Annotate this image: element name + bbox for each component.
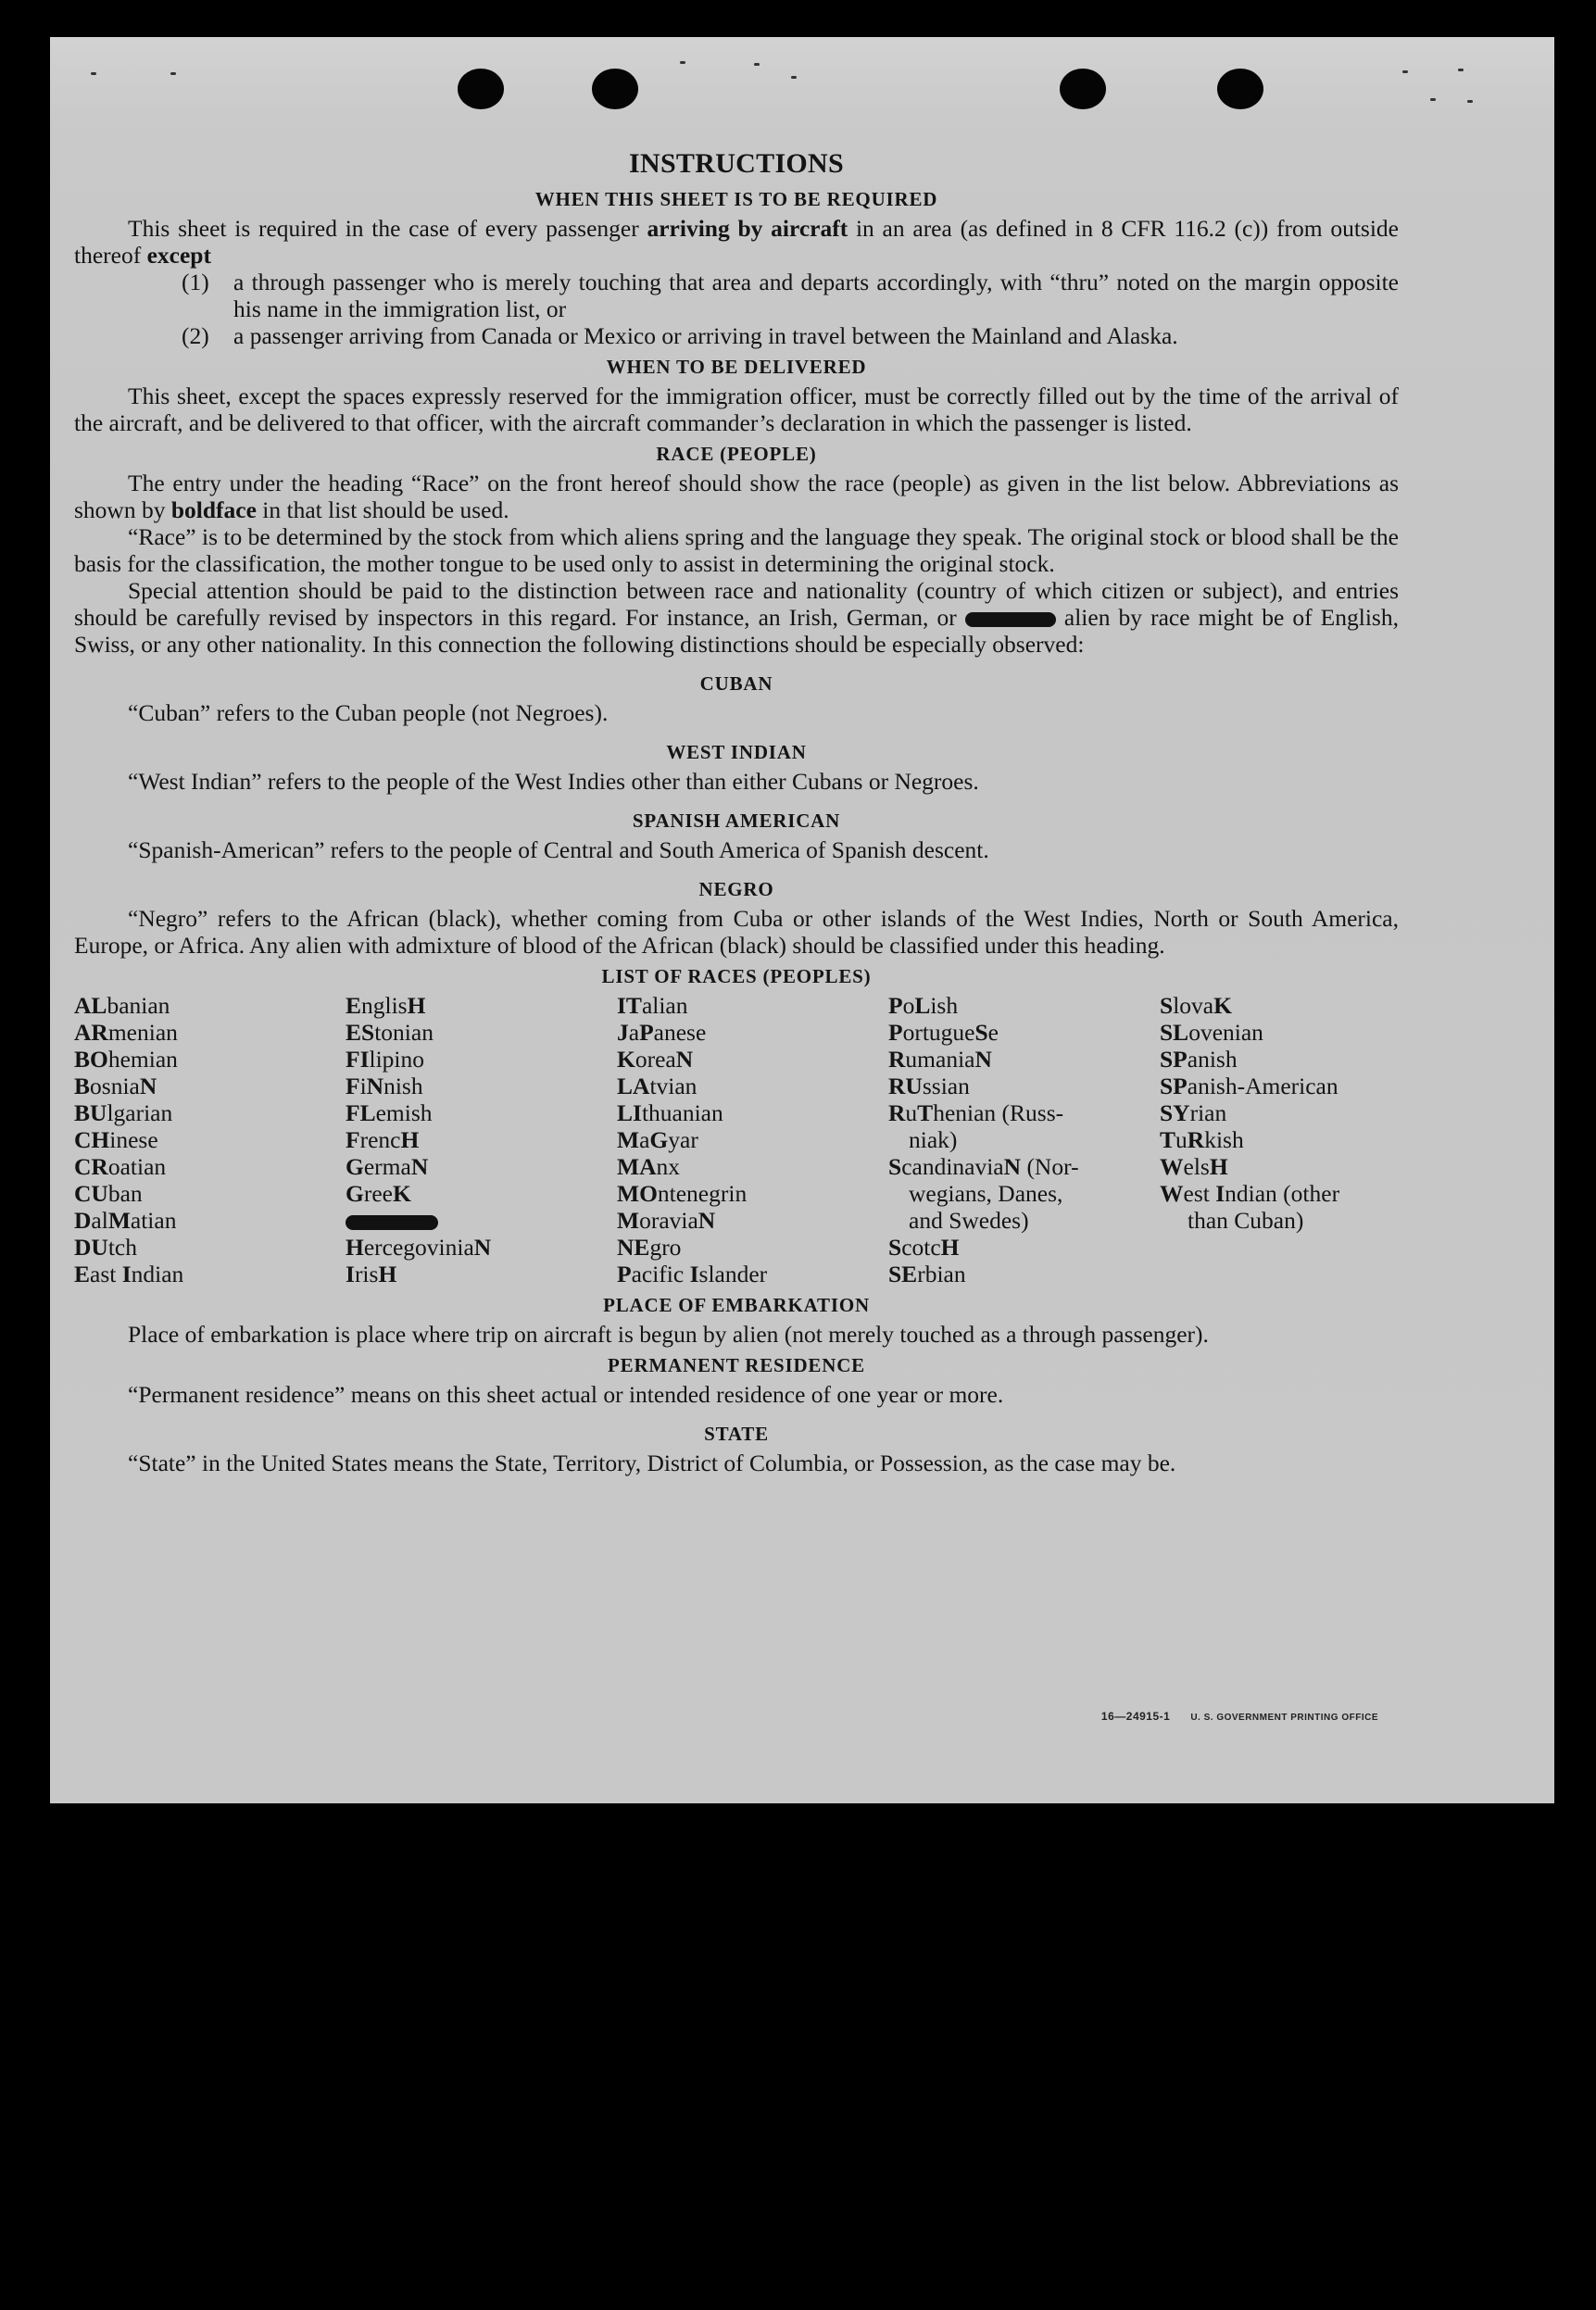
abbreviation-letters: N [410,1153,429,1180]
abbreviation-letters: H [1209,1153,1228,1180]
paragraph-race-1 [74,470,1399,523]
race-text: u [1175,1126,1188,1153]
race-entry [1160,1207,1401,1234]
race-entry [346,1046,617,1073]
race-entry [617,1099,888,1126]
paragraph-spanish-american: “Spanish-American” refers to the people of Central and South America of Spanish descent. [128,836,989,863]
race-text: candinavia [901,1153,1004,1180]
abbreviation-letters: N [675,1046,694,1073]
abbreviation-letters: H [378,1261,397,1287]
race-text: niak) [909,1126,958,1153]
race-text: banian [107,992,170,1019]
abbreviation-letters: S [888,1234,902,1261]
abbreviation-letters: W [1160,1180,1184,1207]
ink-speck [1430,98,1436,101]
abbreviation-letters: CH [74,1126,110,1153]
race-text: e [987,1019,999,1046]
race-entry [346,1261,617,1287]
abbreviation-letters: I [689,1261,699,1287]
section-heading-race: RACE (PEOPLE) [656,443,817,465]
abbreviation-letters: FL [346,1099,376,1126]
race-text: anish-American [1187,1073,1338,1099]
abbreviation-letters: W [1160,1153,1184,1180]
section-heading-spanish-american: SPANISH AMERICAN [632,810,841,832]
section-heading-state: STATE [704,1423,769,1445]
text-run-bold: boldface [170,496,257,523]
abbreviation-letters: E [346,992,362,1019]
form-code: 16—24915-1 [1100,1710,1171,1723]
abbreviation-letters: SL [1160,1019,1189,1046]
abbreviation-letters: R [1187,1126,1205,1153]
abbreviation-letters: IT [617,992,642,1019]
race-entry [1160,1099,1401,1126]
race-entry [617,1073,888,1099]
race-entry [888,1153,1160,1180]
abbreviation-letters: H [400,1126,420,1153]
ink-speck [1402,70,1408,73]
race-text: ban [107,1180,143,1207]
form-number [1101,1710,1378,1723]
abbreviation-letters: P [888,1019,903,1046]
race-text: ndian (other [1225,1180,1340,1207]
race-entry [888,1180,1160,1207]
abbreviation-letters: I [1215,1180,1225,1207]
race-text: al [91,1207,108,1234]
text-run: in that list should be used. [262,496,509,523]
race-text: i [359,1073,367,1099]
race-text: ris [354,1261,379,1287]
race-entry [617,1019,888,1046]
race-text: a [639,1126,650,1153]
race-entry [74,1046,346,1073]
race-entry [888,1019,1160,1046]
race-text: ast [90,1261,122,1287]
race-text: ree [363,1180,393,1207]
punch-hole [1060,69,1106,109]
race-entry [346,1019,617,1046]
race-entry [617,1153,888,1180]
race-text: umania [905,1046,975,1073]
race-text: ovenian [1188,1019,1263,1046]
race-text: anese [653,1019,707,1046]
abbreviation-letters: G [346,1180,364,1207]
race-text: ndian [131,1261,184,1287]
race-entry-redacted [346,1207,617,1234]
abbreviation-letters: M [107,1207,131,1234]
race-text: cotc [901,1234,941,1261]
race-entry [74,1261,346,1287]
abbreviation-letters: R [888,1099,906,1126]
printer-credit: U. S. GOVERNMENT PRINTING OFFICE [1190,1713,1378,1723]
abbreviation-letters: LI [617,1099,642,1126]
race-text: oatian [107,1153,167,1180]
instructions-content [74,146,1399,1476]
abbreviation-letters: H [346,1234,364,1261]
race-text: gro [649,1234,682,1261]
abbreviation-letters: MA [617,1153,657,1180]
text-run: Special attention should be paid to the distinction between race and nationality (country of which citizen or subject), and entries should be carefully revised by inspectors in this regard. For instance, an Irish, German, or [74,577,1399,631]
paragraph-race-3 [74,577,1399,658]
abbreviation-letters: I [121,1261,132,1287]
redaction-mark [346,1215,438,1230]
abbreviation-letters: BO [74,1046,108,1073]
race-text: o [902,992,915,1019]
race-entry [346,1180,617,1207]
paragraph-embarkation: Place of embarkation is place where trip on aircraft is begun by alien (not merely touched as a through passenger). [128,1321,1209,1348]
race-entry [346,1126,617,1153]
text-run: This sheet is required in the case of every passenger [128,215,639,242]
abbreviation-letters: M [617,1126,640,1153]
abbreviation-letters: AR [74,1019,108,1046]
section-heading-required: WHEN THIS SHEET IS TO BE REQUIRED [534,188,938,210]
abbreviation-letters: BU [74,1099,107,1126]
abbreviation-letters: L [914,992,931,1019]
abbreviation-letters: F [346,1126,360,1153]
race-text: kish [1204,1126,1244,1153]
race-column [617,992,888,1287]
abbreviation-letters: AL [74,992,107,1019]
abbreviation-letters: SE [888,1261,918,1287]
race-column [74,992,346,1287]
abbreviation-letters: DU [74,1234,108,1261]
race-entry [888,1234,1160,1261]
race-text: yar [668,1126,698,1153]
race-entry [74,1180,346,1207]
punch-hole [592,69,638,109]
text-run: The entry under the heading “Race” on the front hereof should show the race (people) as given in the list below. Abbreviations as shown by [74,470,1399,523]
text-run-bold: except [146,242,211,269]
race-text: slander [698,1261,768,1287]
race-text: nx [656,1153,680,1180]
abbreviation-letters: SP [1160,1046,1188,1073]
race-text: acific [631,1261,690,1287]
race-text: thuanian [641,1099,723,1126]
race-entry [1160,1046,1401,1073]
abbreviation-letters: RU [888,1073,923,1099]
race-entry [888,1261,1160,1287]
race-entry [346,1234,617,1261]
abbreviation-letters: MO [617,1180,658,1207]
race-text: wegians, Danes, [909,1180,1063,1207]
ink-speck [170,72,176,75]
paragraph-residence: “Permanent residence” means on this sheet actual or intended residence of one year or more. [128,1381,1004,1408]
race-entry [346,1073,617,1099]
abbreviation-letters: N [473,1234,492,1261]
section-heading-delivered: WHEN TO BE DELIVERED [606,356,867,378]
race-text: tonian [374,1019,434,1046]
race-entry [888,1046,1160,1073]
list-item [182,269,1399,322]
race-entry [74,1234,346,1261]
race-text: osnia [90,1073,140,1099]
race-entry [1160,1126,1401,1153]
race-text: alian [641,992,688,1019]
race-text: ntenegrin [657,1180,748,1207]
race-text: (Nor- [1021,1153,1079,1180]
race-text: lgarian [107,1099,173,1126]
abbreviation-letters: E [74,1261,91,1287]
race-text: nish [383,1073,423,1099]
race-entry [1160,1180,1401,1207]
race-text: ssian [922,1073,970,1099]
abbreviation-letters: T [1160,1126,1176,1153]
abbreviation-letters: T [917,1099,934,1126]
race-entry [74,1153,346,1180]
race-text: els [1183,1153,1210,1180]
race-entry [617,1126,888,1153]
text-run: in an area (as defined in 8 CFR 116.2 (c)) from outside thereof [74,215,1399,269]
abbreviation-letters: FI [346,1046,370,1073]
punch-hole [458,69,504,109]
item-text: a through passenger who is merely touching that area and departs accordingly, with “thru” noted on the margin opposite his name in the immigration list, or [233,269,1399,322]
race-entry [74,1099,346,1126]
race-entry [617,1261,888,1287]
abbreviation-letters: LA [617,1073,650,1099]
text-run-bold: arriving by aircraft [647,215,848,242]
list-item [182,322,1399,349]
race-text: ercegovinia [363,1234,474,1261]
race-entry [888,992,1160,1019]
race-entry [1160,1153,1401,1180]
abbreviation-letters: H [407,992,426,1019]
ink-speck [1458,69,1464,71]
paragraph-cuban: “Cuban” refers to the Cuban people (not Negroes). [128,699,609,726]
race-text: lova [1173,992,1214,1019]
abbreviation-letters: P [617,1261,632,1287]
abbreviation-letters: M [617,1207,640,1234]
race-text: hemian [107,1046,178,1073]
section-heading-cuban: CUBAN [699,672,773,695]
race-text: lipino [369,1046,425,1073]
document-sheet [50,37,1554,1803]
race-entry [74,1207,346,1234]
abbreviation-letters: N [974,1046,992,1073]
race-text: oravia [639,1207,698,1234]
race-column [346,992,617,1287]
section-heading-residence: PERMANENT RESIDENCE [608,1354,865,1376]
abbreviation-letters: K [617,1046,635,1073]
race-text: est [1183,1180,1216,1207]
section-heading-list-of-races: LIST OF RACES (PEOPLES) [601,965,872,987]
abbreviation-letters: J [617,1019,629,1046]
race-entry [617,1046,888,1073]
paragraph-delivered: This sheet, except the spaces expressly reserved for the immigration officer, must be correctly filled out by the time of the arrival of the aircraft, and be delivered to that officer, with the aircraft commander’s declaration in which the passenger is listed. [74,383,1399,436]
race-text: tch [107,1234,137,1261]
ink-speck [1467,100,1473,103]
section-heading-west-indian: WEST INDIAN [666,741,807,763]
ink-speck [680,61,685,64]
paragraph-state: “State” in the United States means the State, Territory, District of Columbia, or Possession, as the case may be. [128,1450,1176,1476]
race-text: than Cuban) [1188,1207,1304,1234]
abbreviation-letters: R [888,1046,906,1073]
paragraph-required [74,215,1399,269]
race-entry [74,1073,346,1099]
race-text: renc [359,1126,401,1153]
ink-speck [754,63,760,66]
abbreviation-letters: P [639,1019,654,1046]
race-text: emish [375,1099,433,1126]
punch-hole [1217,69,1263,109]
page-title: INSTRUCTIONS [629,148,844,179]
race-entry [1160,1073,1401,1099]
race-entry [617,992,888,1019]
abbreviation-letters: G [346,1153,364,1180]
race-text: ortugue [902,1019,975,1046]
race-text: u [905,1099,918,1126]
redaction-mark [965,612,1056,627]
abbreviation-letters: NE [617,1234,650,1261]
paragraph-west-indian: “West Indian” refers to the people of the West Indies other than either Cubans or Negroes. [128,768,979,795]
section-heading-embarkation: PLACE OF EMBARKATION [603,1294,870,1316]
abbreviation-letters: N [697,1207,716,1234]
text-run: alien by race might be of English, Swiss, or any other nationality. In this connection the following distinctions should be especially observed: [74,604,1399,658]
race-text: erma [363,1153,411,1180]
abbreviation-letters: SY [1160,1099,1190,1126]
race-entry [617,1207,888,1234]
abbreviation-letters: H [940,1234,960,1261]
abbreviation-letters: P [888,992,903,1019]
race-entry [1160,992,1401,1019]
item-text: a passenger arriving from Canada or Mexico or arriving in travel between the Mainland and Alaska. [233,322,1178,349]
race-text: henian (Russ- [933,1099,1064,1126]
race-text: rbian [917,1261,966,1287]
abbreviation-letters: I [346,1261,355,1287]
race-entry [74,992,346,1019]
abbreviation-letters: K [1213,992,1232,1019]
race-entry [346,1153,617,1180]
paragraph-race-2: “Race” is to be determined by the stock from which aliens spring and the language they speak. The original stock or blood shall be the basis for the classification, the mother tongue to be used only to assist in determining the original stock. [74,523,1399,577]
race-text: menian [107,1019,178,1046]
race-text: atian [130,1207,177,1234]
abbreviation-letters: ES [346,1019,375,1046]
race-text: nglis [361,992,408,1019]
abbreviation-letters: F [346,1073,360,1099]
abbreviation-letters: S [888,1153,902,1180]
race-entry [346,1099,617,1126]
race-entry [888,1207,1160,1234]
race-column [888,992,1160,1287]
race-entry [1160,1019,1401,1046]
abbreviation-letters: CU [74,1180,108,1207]
race-entry [888,1126,1160,1153]
section-heading-negro: NEGRO [698,878,774,900]
ink-speck [791,76,797,79]
abbreviation-letters: B [74,1073,91,1099]
abbreviation-letters: N [1003,1153,1022,1180]
race-column [1160,992,1401,1287]
race-entry [617,1180,888,1207]
race-entry [74,1126,346,1153]
abbreviation-letters: G [649,1126,669,1153]
item-number: (1) [182,269,209,295]
abbreviation-letters: SP [1160,1073,1188,1099]
race-entry [888,1073,1160,1099]
race-text: inese [109,1126,158,1153]
race-text: rian [1189,1099,1227,1126]
race-text: tvian [649,1073,697,1099]
race-text: orea [635,1046,676,1073]
race-entry [74,1019,346,1046]
race-text: a [628,1019,640,1046]
race-entry [888,1099,1160,1126]
abbreviation-letters: D [74,1207,92,1234]
race-list [74,992,1399,1287]
abbreviation-letters: K [392,1180,411,1207]
item-number: (2) [182,322,209,349]
ink-speck [91,72,96,75]
abbreviation-letters: CR [74,1153,108,1180]
abbreviation-letters: N [139,1073,157,1099]
abbreviation-letters: S [974,1019,988,1046]
abbreviation-letters: S [1160,992,1174,1019]
race-text: and Swedes) [909,1207,1029,1234]
race-text: ish [930,992,959,1019]
race-entry [346,992,617,1019]
race-text: anish [1187,1046,1238,1073]
race-entry [617,1234,888,1261]
abbreviation-letters: N [366,1073,384,1099]
paragraph-negro: “Negro” refers to the African (black), whether coming from Cuba or other islands of the West Indies, North or South America, Europe, or Africa. Any alien with admixture of blood of the African (black) should be classified under this heading. [74,905,1399,959]
